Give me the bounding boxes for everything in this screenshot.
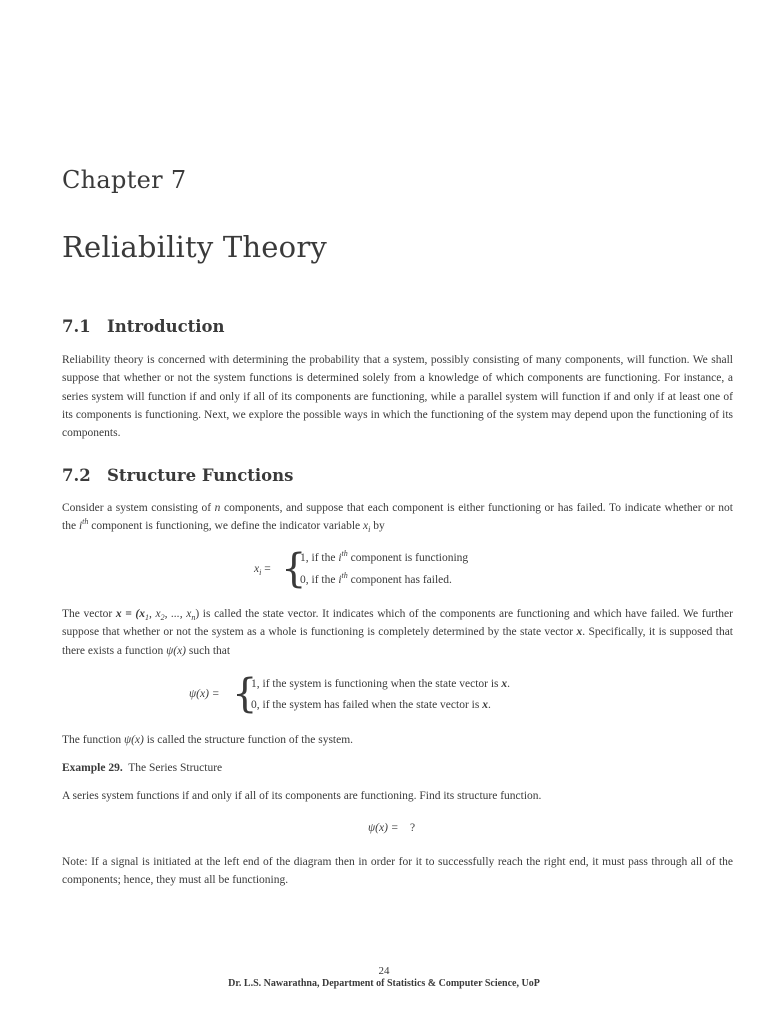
- section-number: 7.2: [62, 466, 91, 485]
- left-brace-icon: {: [232, 671, 258, 717]
- example-title: The Series Structure: [128, 762, 223, 774]
- left-brace-icon: {: [281, 546, 307, 592]
- intro-paragraph: Reliability theory is concerned with determining the probability that a system, possibly consisting of many components, will function. We shall suppose that whether or not the system functions is determined solely from a knowledge of which components are functioning. For instance, a series system will function if and only if all of its components are functioning, while a parallel system will function if and only if at least one of its components is functioning. Next, we explore the possible ways in which the functioning of the system may depend upon the functioning of its components.: [62, 354, 733, 440]
- structure-equation-lhs: ψ(x) =: [189, 688, 220, 700]
- example-paragraph: A series system functions if and only if all of its components are functioning. Find its structure function.: [62, 790, 542, 802]
- series-structure-equation: ψ(x) = ?: [368, 822, 416, 834]
- section-number: 7.1: [62, 317, 91, 336]
- chapter-label: Chapter 7: [62, 166, 187, 194]
- indicator-equation-lhs: $x_i$ =: [254, 563, 271, 577]
- example-heading: [62, 759, 733, 777]
- section-heading-introduction: [62, 317, 225, 336]
- footer-author-line: Dr. L.S. Nawarathna, Department of Statistics & Computer Science, UoP: [228, 978, 540, 989]
- section-title: Structure Functions: [107, 466, 294, 485]
- indicator-case-failed: 0, if the $i^{th}$ component has failed.: [300, 571, 452, 586]
- structure-case-functioning: 1, if the system is functioning when the state vector is x.: [251, 678, 511, 690]
- structure-paragraph-3: The function ψ(x) is called the structure function of the system.: [62, 734, 354, 746]
- structure-paragraph-2: The vector $x = (x_1$, $x_2$, ..., $x_n$) is called the state vector. It indicates which of the components are functioning and which have failed. We further suppose that whether or not the system as a whole is functioning is completely determined by the state vector x. Specifically, it is supposed that there exists a function ψ(x) such that: [62, 608, 733, 657]
- indicator-case-functioning: 1, if the $i^{th}$ component is functioning: [300, 549, 469, 564]
- section-heading-structure-functions: [62, 466, 293, 485]
- page-number: 24: [378, 965, 390, 977]
- structure-case-failed: 0, if the system has failed when the state vector is x.: [251, 699, 491, 711]
- section-title: Introduction: [107, 317, 225, 336]
- structure-paragraph-1: Consider a system consisting of n components, and suppose that each component is either functioning or has failed. To indicate whether or not the $i^{th}$ component is functioning, we define the indicator variable $x_i$ by: [62, 502, 733, 535]
- chapter-title: Reliability Theory: [62, 230, 327, 264]
- example-label: Example 29.: [62, 762, 123, 774]
- note-paragraph: Note: If a signal is initiated at the left end of the diagram then in order for it to successfully reach the right end, it must pass through all of the components; hence, they must all be functioning.: [62, 856, 733, 887]
